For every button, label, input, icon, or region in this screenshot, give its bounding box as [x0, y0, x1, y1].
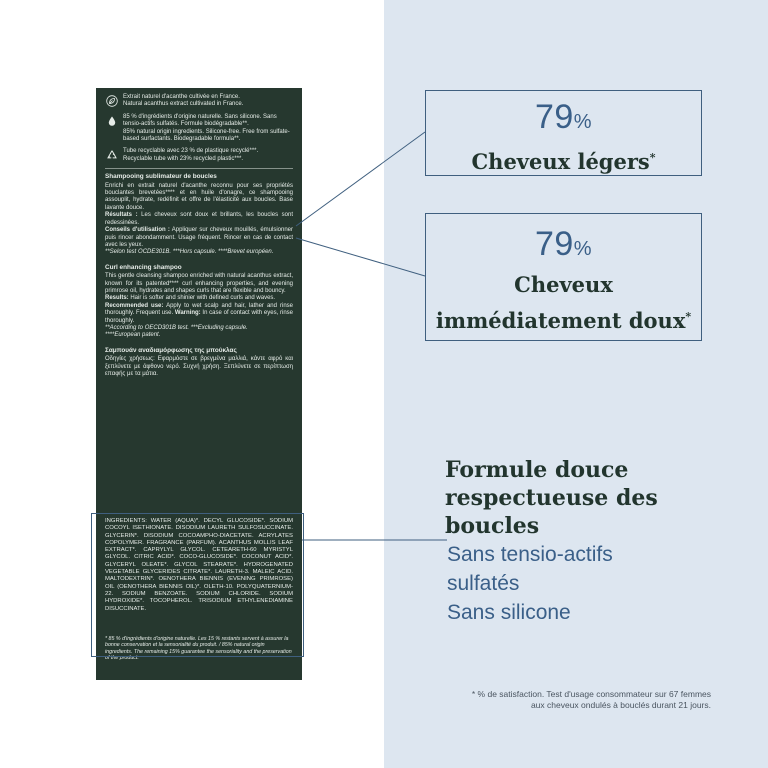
claim-text-en: 85% natural origin ingredients. Silicone-free. Free from sulfate-based surfactants. Biodegradable formula**. [123, 128, 290, 143]
ingredients-highlight-box [91, 513, 304, 657]
fr-advice: Conseils d'utilisation : Appliquer sur cheveux mouillés, émulsionner puis rincer abondamment. Usage fréquent. Rincer en cas de contact avec les yeux. [105, 227, 293, 248]
en-results: Results: Hair is softer and shinier with defined curls and waves. [105, 295, 276, 302]
fr-notes: **Selon test OCDE301B. ***Hors capsule. ****Brevet européen. [105, 249, 274, 256]
ingredients-list: INGREDIENTS: WATER (AQUA)*. DECYL GLUCOSIDE*. SODIUM COCOYL ISETHIONATE. DISODIUM LAURETH SULFOSUCCINATE. GLYCERIN*. DISODIUM COCOAMPHO-DIACETATE. ACRYLATES COPOLYMER. FRAGRANCE (PARFUM). ACANTHUS MOLLIS LEAF EXTRACT*. CAPRYLYL GLYCOL. CETEARETH-60 MYRISTYL GLYCOL. CITRIC ACID*. COCO-GLUCOSIDE*. COCONUT ACID*. GLYCERYL OLEATE*. GLYCOL STEARATE*. HYDROGENATED VEGETABLE GLYCERIDES CITRATE*. LAURETH-3. MALEIC ACID. MALTODEXTRIN*. OENOTHERA BIENNIS (EVENING PRIMROSE) OIL (OENOTHERA BIENNIS OIL)*. OLETH-10. POLYQUATERNIUM-22. SODIUM BENZOATE. SODIUM CHLORIDE. SODIUM HYDROXIDE*. TOCOPHEROL. TRISODIUM ETHYLENEDIAMINE DISUCCINATE. [105, 518, 293, 612]
en-title: Curl enhancing shampoo [105, 263, 182, 271]
fr-title: Shampooing sublimateur de boucles [105, 173, 217, 181]
en-notes: ****European patent. [105, 332, 161, 339]
percentage: 79% [534, 225, 593, 263]
connector-line-light-hair [296, 132, 425, 226]
connector-line-soft-hair [296, 238, 425, 276]
en-body: This gentle cleansing shampoo enriched with natural acanthus extract, known for its patented**** curl enhancing properties, and evening primrose oil, hydrates and shapes curls that are flexible and bouncy. [105, 273, 293, 294]
callout-title: Cheveux légers* [471, 149, 656, 174]
gr-title: Σαμπουάν αναδιαμόρφωσης της μπούκλας [105, 346, 237, 354]
percentage: 79% [534, 98, 593, 136]
claim-text-fr: 85 % d'ingrédients d'origine naturelle. Sans silicone. Sans tensio-actifs sulfatés. Formule biodégradable**. [123, 113, 277, 128]
callout-title: Cheveux immédiatement doux* [435, 272, 692, 333]
satisfaction-footnote: * % de satisfaction. Test d'usage consommateur sur 67 femmes aux cheveux ondulés à bouclés durant 21 jours. [471, 689, 711, 710]
en-use: Recommended use: Apply to wet scalp and hair, lather and rinse thoroughly. Frequent use. Warning: In case of contact with eyes, rinse thoroughly. [105, 302, 294, 324]
claim-text-fr: Extrait naturel d'acanthe cultivée en France. [123, 94, 240, 100]
en-notes: **According to OECD301B test. ***Excluding capsule. [105, 324, 248, 331]
formula-heading: Formule douce respectueuse des boucles [445, 457, 658, 539]
claim-text-en: Natural acanthus extract cultivated in France. [123, 101, 244, 108]
claim-text-en: Recyclable tube with 23% recycled plastic***. [123, 155, 244, 162]
callout-light-hair [425, 90, 702, 176]
formula-subtext: Sans tensio-actifs sulfatés Sans silicone [447, 543, 613, 624]
fr-body: Enrichi en extrait naturel d'acanthe reconnu pour ses propriétés bouclantes brevetées**** et en huile d'onagre, ce shampooing assouplit, hydrate, redéfinit et offre de l'élasticité aux boucles. Base lavante douce. [105, 182, 293, 211]
fr-results: Résultats : Les cheveux sont doux et brillants, les boucles sont redessinées. [105, 212, 293, 226]
gr-body: Οδηγίες χρήσεως: Εφαρμόστε σε βρεγμένα μαλλιά, κάντε αφρό και ξεπλύνετε με άφθονο νερό. Συχνή χρήση. Ξεπλύνετε σε περίπτωση επαφής με τα μάτια. [105, 356, 293, 377]
claim-text-fr: Tube recyclable avec 23 % de plastique recyclé***. [123, 148, 259, 155]
ingredients-footnote: * 85 % d'ingrédients d'origine naturelle. Les 15 % restants servent à assurer la bonne conservation et la sensorialité du produit. / 85% natural origin ingredients. The remaining 15% guarantee the sensoriality and the preservation of the product. [105, 636, 292, 662]
callout-soft-hair [425, 213, 702, 341]
